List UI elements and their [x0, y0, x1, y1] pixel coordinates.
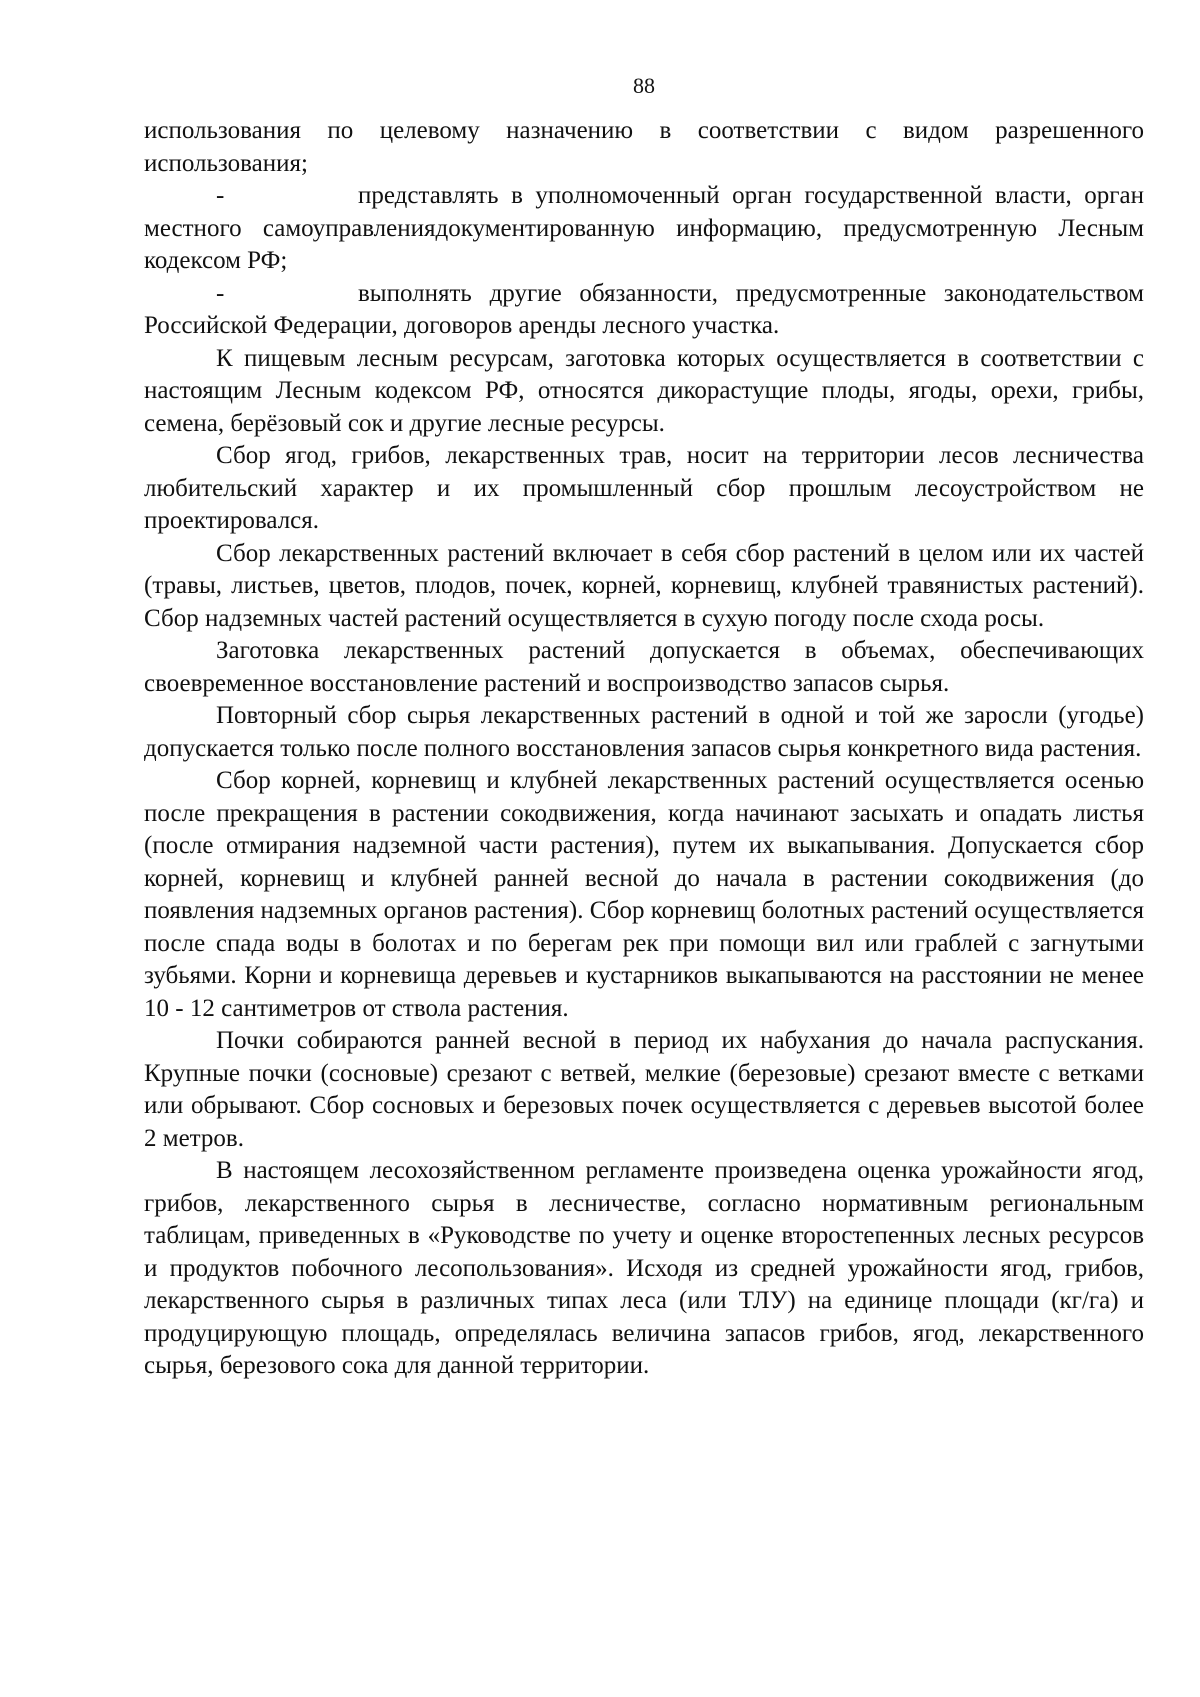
- paragraph-buds-collection: Почки собираются ранней весной в период их набухания до начала распускания. Крупные почки (сосновые) срезают с ветвей, мелкие (березовые) срезают вместе с ветками или обрывают. Сбор сосновых и березовых почек осуществляется с деревьев высотой более 2 метров.: [144, 1027, 1144, 1152]
- bullet-item: [144, 180, 1144, 278]
- bullet-dash: -: [216, 182, 225, 209]
- bullet-dash: -: [216, 279, 225, 307]
- paragraph-harvest-volume: Заготовка лекарственных растений допускается в объемах, обеспечивающих своевременное восстановление растений и воспроизводство запасов сырья.: [144, 637, 1144, 697]
- paragraph-repeat-collection: Повторный сбор сырья лекарственных растений в одной и той же заросли (угодье) допускается только после полного восстановления запасов сырья конкретного вида растения.: [144, 702, 1144, 762]
- body-text: [144, 115, 1144, 1383]
- paragraph-medicinal-collection: Сбор лекарственных растений включает в себя сбор растений в целом или их частей (травы, листьев, цветов, плодов, почек, корней, корневищ, клубней травянистых растений). Сбор надземных частей растений осуществляется в сухую погоду после схода росы.: [144, 539, 1144, 632]
- bullet-text: выполнять другие обязанности, предусмотренные законодательством Российской Федерации, договоров аренды лесного участка.: [144, 279, 1144, 339]
- bullet-item: [144, 278, 1144, 343]
- bullet-text: представлять в уполномоченный орган государственной власти, орган местного самоуправлениядокументированную информацию, предусмотренную Лесным кодексом РФ;: [144, 182, 1144, 274]
- paragraph-yield-assessment: В настоящем лесохозяйственном регламенте произведена оценка урожайности ягод, грибов, лекарственного сырья в лесничестве, согласно нормативным региональным таблицам, приведенных в «Руководстве по учету и оценке второстепенных лесных ресурсов и продуктов побочного лесопользования». Исходя из средней урожайности ягод, грибов, лекарственного сырья в различных типах леса (или ТЛУ) на единице площади (кг/га) и продуцирующую площадь, определялась величина запасов грибов, ягод, лекарственного сырья, березового сока для данной территории.: [144, 1157, 1144, 1379]
- paragraph-food-resources: К пищевым лесным ресурсам, заготовка которых осуществляется в соответствии с настоящим Лесным кодексом РФ, относятся дикорастущие плоды, ягоды, орехи, грибы, семена, берёзовый сок и другие лесные ресурсы.: [144, 344, 1144, 437]
- paragraph-roots-collection: Сбор корней, корневищ и клубней лекарственных растений осуществляется осенью после прекращения в растении сокодвижения, когда начинают засыхать и опадать листья (после отмирания надземной части растения), путем их выкапывания. Допускается сбор корней, корневищ и клубней ранней весной до начала в растении сокодвижения (до появления надземных органов растения). Сбор корневищ болотных растений осуществляется после спада воды в болотах и по берегам рек при помощи вил или граблей с загнутыми зубьями. Корни и корневища деревьев и кустарников выкапываются на расстоянии не менее 10 - 12 сантиметров от ствола растения.: [144, 767, 1144, 1022]
- paragraph-collection-character: Сбор ягод, грибов, лекарственных трав, носит на территории лесов лесничества любительский характер и их промышленный сбор прошлым лесоустройством не проектировался.: [144, 442, 1144, 534]
- page-number: 88: [633, 73, 655, 98]
- paragraph-continuation: использования по целевому назначению в соответствии с видом разрешенного использования;: [144, 117, 1144, 177]
